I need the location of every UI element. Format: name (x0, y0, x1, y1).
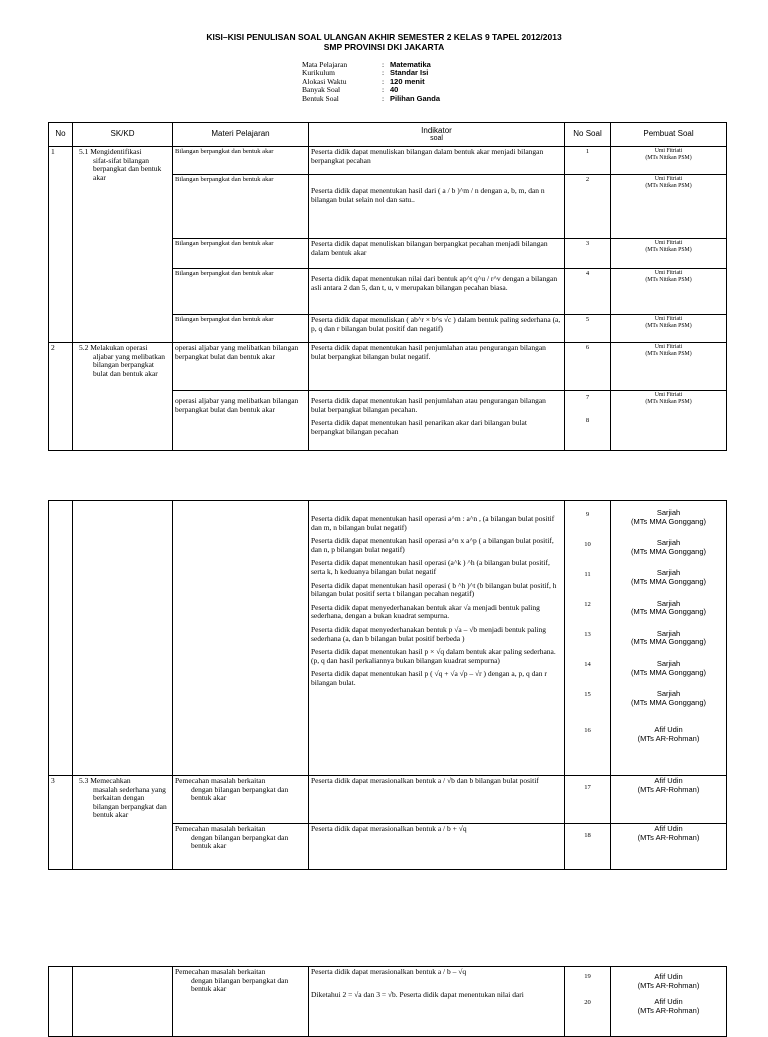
indikator-cell: Peserta didik dapat merasionalkan bentuk a / b + √q (309, 824, 565, 870)
meta-row-subject: Mata Pelajaran : Matematika (302, 60, 431, 69)
materi-cell: Bilangan berpangkat dan bentuk akar (173, 147, 309, 175)
materi-cell: Bilangan berpangkat dan bentuk akar (173, 269, 309, 315)
kisi-table-block-2 (48, 500, 727, 870)
table-header-row (49, 123, 727, 147)
sk-kd-cell: 5.3 Memecahkan masalah sederhana yang berkaitan dengan bilangan berpangkat dan bentuk akar (73, 776, 173, 870)
pembuat-cell: Afif Udin (MTs AR-Rohman) (611, 776, 727, 824)
indikator-cell: Peserta didik dapat menentukan hasil dari ( a / b )^m / n dengan a, b, m, dan n bilangan bulat selain nol dan satu.. (309, 175, 565, 239)
meta-row-count: Banyak Soal : 40 (302, 85, 399, 95)
pembuat-cell: Umi Fitriati (MTs Nitikan PSM) (611, 391, 727, 451)
header-sk-kd: SK/KD (73, 123, 173, 147)
pembuat-cell: Umi Fitriati (MTs Nitikan PSM) (611, 343, 727, 391)
indikator-cell: Peserta didik dapat merasionalkan bentuk a / b – √q Diketahui 2 = √a dan 3 = √b. Peserta didik dapat menentukan nilai dari (309, 967, 565, 1037)
section-number: 1 (49, 147, 73, 343)
materi-cell: Pemecahan masalah berkaitan dengan bilangan berpangkat dan bentuk akar (173, 776, 309, 824)
materi-cell: Bilangan berpangkat dan bentuk akar (173, 239, 309, 269)
materi-cell: Pemecahan masalah berkaitan dengan bilangan berpangkat dan bentuk akar (173, 967, 309, 1037)
indikator-item: Peserta didik dapat menentukan hasil operasi ( b ^h )^t (b bilangan bulat positif, h bilangan bulat positif serta t bilangan pecahan negatif) (311, 580, 557, 599)
no-soal-cell: 5 (565, 315, 611, 343)
indikator-cell: Peserta didik dapat menuliskan bilangan dalam bentuk akar menjadi bilangan berpangkat pecahan (309, 147, 565, 175)
materi-cell: Bilangan berpangkat dan bentuk akar (173, 315, 309, 343)
pembuat-cell: Umi Fitriati (MTs Nitikan PSM) (611, 175, 727, 239)
sk-kd-cell (73, 501, 173, 776)
no-soal-cell: 2 (565, 175, 611, 239)
header-materi: Materi Pelajaran (173, 123, 309, 147)
materi-cell: Pemecahan masalah berkaitan dengan bilangan berpangkat dan bentuk akar (173, 824, 309, 870)
materi-cell: operasi aljabar yang melibatkan bilangan berpangkat bulat dan bentuk akar (173, 391, 309, 451)
no-soal-cell: 7 8 (565, 391, 611, 451)
pembuat-cell: Umi Fitriati (MTs Nitikan PSM) (611, 147, 727, 175)
meta-row-form: Bentuk Soal : Pilihan Ganda (302, 93, 441, 103)
indikator-item: Peserta didik dapat menentukan hasil operasi a^m : a^n , (a bilangan bulat positif dan m, n bilangan bulat negatif) (311, 514, 555, 532)
indikator-item: Peserta didik dapat menyederhanakan bentuk akar √a menjadi bentuk paling sederhana, dengan a bukan kuadrat sempurna. (311, 602, 540, 621)
section-number (49, 501, 73, 776)
section-number (49, 967, 73, 1037)
indikator-item: Peserta didik dapat menentukan hasil p ( √q + √a √p – √r ) dengan a, p, q dan r bilangan bulat. (311, 669, 547, 687)
pembuat-cell: Umi Fitriati (MTs Nitikan PSM) (611, 239, 727, 269)
kisi-table-block-3 (48, 966, 727, 1037)
no-soal-cell: 17 (565, 776, 611, 824)
pembuat-cell: Afif Udin (MTs AR-Rohman) (611, 824, 727, 870)
sk-kd-cell: 5.2 Melakukan operasi aljabar yang melibatkan bilangan berpangkat bulat dan bentuk akar (73, 343, 173, 451)
header-no: No (49, 123, 73, 147)
materi-cell (173, 501, 309, 776)
no-soal-cell: 19 20 (565, 967, 611, 1037)
table-row (49, 776, 727, 824)
header-indikator: Indikator soal (309, 123, 565, 147)
no-soal-cell: 1 (565, 147, 611, 175)
document-title (0, 32, 768, 52)
indikator-cell: Peserta didik dapat menentukan hasil penjumlahan atau pengurangan bilangan bulat berpangkat bilangan pecahan. Peserta didik dapat menentukan hasil penarikan akar dari bilangan bulat berpangkat bilangan pecahan (309, 391, 565, 451)
header-pembuat: Pembuat Soal (611, 123, 727, 147)
materi-cell: Bilangan berpangkat dan bentuk akar (173, 175, 309, 239)
pembuat-cell: Sarjiah (MTs MMA Gonggang) Sarjiah (MTs MMA Gonggang) Sarjiah (MTs MMA Gonggang) Sarjiah (MTs MMA Gonggang) Sarjiah (MTs MMA Gonggang) Sarjiah (MTs MMA Gonggang) Sarjiah (MTs MMA Gonggang) Afif Udin (MTs AR-Rohman) (611, 501, 727, 776)
indikator-cell: Peserta didik dapat menuliskan bilangan berpangkat pecahan menjadi bilangan dalam bentuk akar (309, 239, 565, 269)
indikator-item: Peserta didik dapat menentukan hasil p × √q dalam bentuk akar paling sederhana. (p, q dan hasil perkaliannya bukan bilangan kuadrat sempurna) (311, 647, 556, 665)
no-soal-cell: 3 (565, 239, 611, 269)
meta-row-curriculum: Kurikulum : Standar Isi (302, 68, 429, 78)
no-soal-cell: 9 10 11 12 13 14 15 16 (565, 501, 611, 776)
exam-meta (302, 61, 440, 103)
table-row (49, 343, 727, 391)
meta-row-time: Alokasi Waktu : 120 menit (302, 76, 425, 86)
materi-cell: operasi aljabar yang melibatkan bilangan berpangkat bulat dan bentuk akar (173, 343, 309, 391)
pembuat-cell: Umi Fitriati (MTs Nitikan PSM) (611, 315, 727, 343)
no-soal-cell: 6 (565, 343, 611, 391)
indikator-cell: Peserta didik dapat menuliskan ( ab^r × b^s √c ) dalam bentuk paling sederhana (a, p, q dan r bilangan bulat positif dan negatif) (309, 315, 565, 343)
title-line-2: SMP PROVINSI DKI JAKARTA (323, 42, 445, 52)
indikator-item: Peserta didik dapat menyederhanakan bentuk p √a – √b menjadi bentuk paling sederhana (a, dan b bilangan bulat positif berbeda ) (311, 624, 547, 643)
table-row (49, 501, 727, 776)
indikator-item: Peserta didik dapat menentukan hasil operasi a^n x a^p ( a bilangan bulat positif, dan n, p bilangan bulat negatif) (311, 536, 554, 554)
table-row (49, 967, 727, 1037)
no-soal-cell: 18 (565, 824, 611, 870)
indikator-cell: Peserta didik dapat merasionalkan bentuk a / √b dan b bilangan bulat positif (309, 776, 565, 824)
indikator-cell: Peserta didik dapat menentukan nilai dari bentuk ap^t q^u / r^v dengan a bilangan asli antara 2 dan 5, dan t, u, v merupakan bilangan pecahan biasa. (309, 269, 565, 315)
indikator-item: Peserta didik dapat menentukan hasil operasi (a^k ) ^h (a bilangan bulat positif, serta k, h keduanya bilangan bulat negatif (311, 558, 550, 576)
pembuat-cell: Umi Fitriati (MTs Nitikan PSM) (611, 269, 727, 315)
section-number: 2 (49, 343, 73, 451)
sk-kd-cell (73, 967, 173, 1037)
indikator-cell: Peserta didik dapat menentukan hasil penjumlahan atau pengurangan bilangan bulat berpangkat bilangan bulat negatif. (309, 343, 565, 391)
title-line-1: KISI–KISI PENULISAN SOAL ULANGAN AKHIR SEMESTER 2 KELAS 9 TAPEL 2012/2013 (206, 32, 562, 42)
pembuat-cell: Afif Udin (MTs AR-Rohman) Afif Udin (MTs AR-Rohman) (611, 967, 727, 1037)
sk-kd-cell: 5.1 Mengidentifikasi sifat-sifat bilangan berpangkat dan bentuk akar (73, 147, 173, 343)
section-number: 3 (49, 776, 73, 870)
no-soal-cell: 4 (565, 269, 611, 315)
header-no-soal: No Soal (565, 123, 611, 147)
indikator-cell (309, 501, 565, 776)
kisi-table-block-1 (48, 122, 727, 451)
table-row (49, 147, 727, 175)
